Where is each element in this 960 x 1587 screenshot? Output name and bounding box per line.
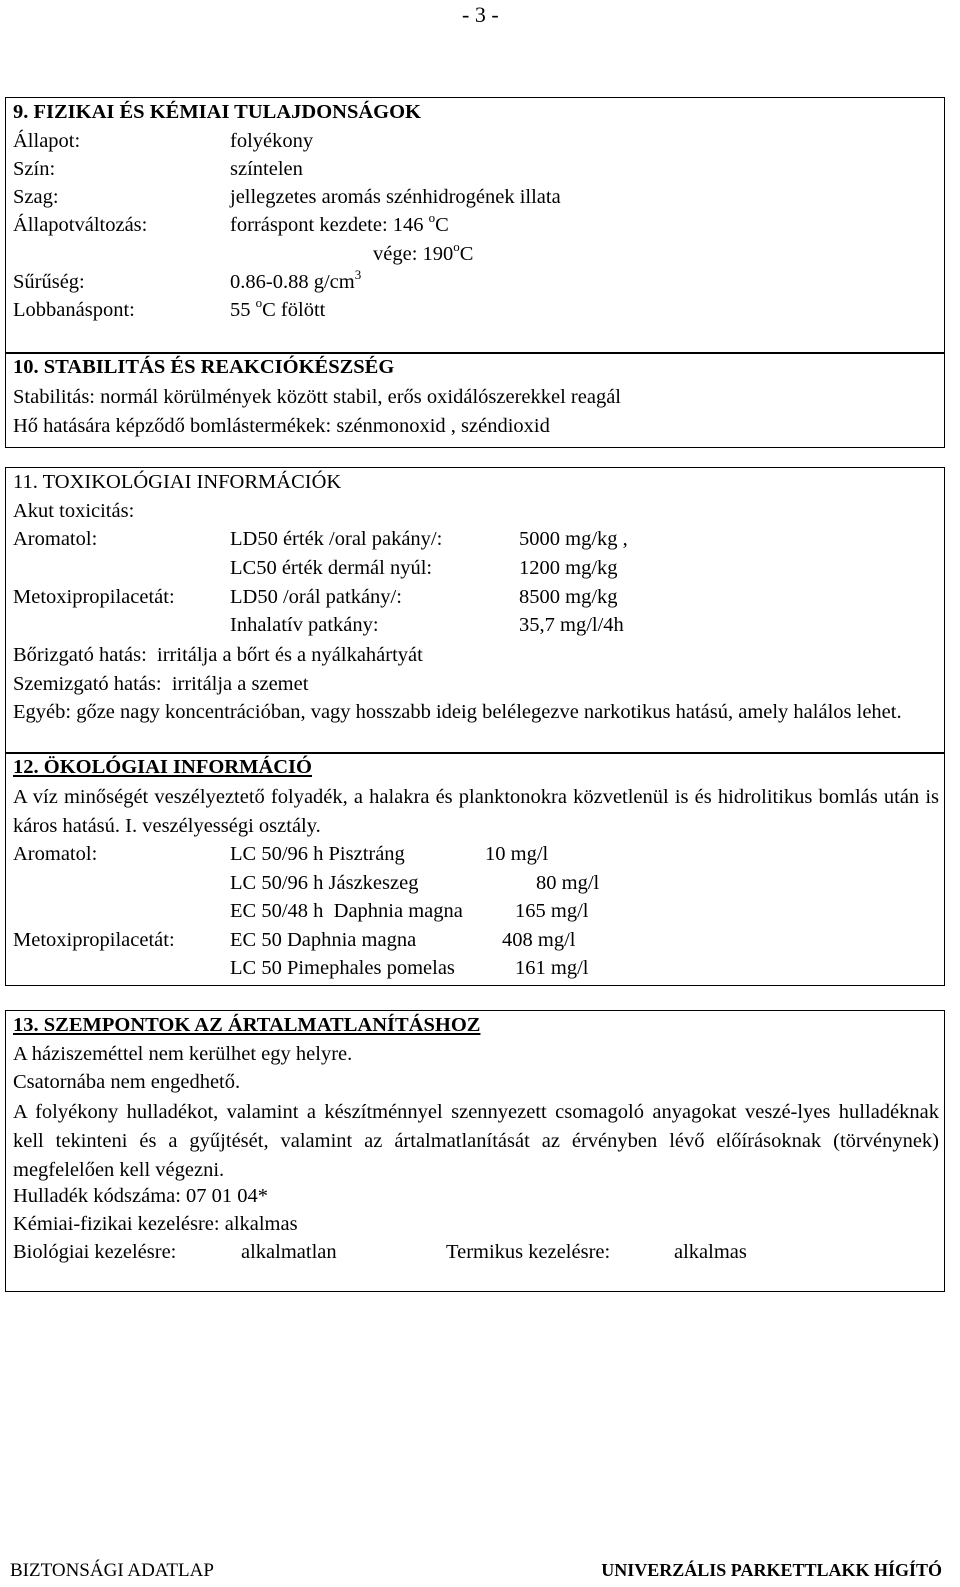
property-label: Állapot: — [13, 130, 81, 152]
skin-irritation: Bőrizgató hatás: irritálja a bőrt és a nyálkahártyát — [13, 644, 423, 666]
section-disposal — [5, 1010, 945, 1292]
bio-treatment-label: Biológiai kezelésre: — [13, 1241, 177, 1263]
section-toxicology — [5, 467, 945, 754]
footer-product-name: UNIVERZÁLIS PARKETTLAKK HÍGÍTÓ — [601, 1560, 942, 1580]
other-effects: Egyéb: gőze nagy koncentrációban, vagy hosszabb ideig belélegezve narkotikus hatású, amely halálos lehet. — [13, 701, 902, 723]
acute-toxicity-label: Akut toxicitás: — [13, 500, 135, 522]
property-label: Állapotváltozás: — [13, 214, 148, 236]
property-value: 0.86-0.88 $g/cm^3$ — [230, 267, 362, 293]
test-name: LC 50/96 h Jászkeszeg — [230, 872, 419, 894]
thermal-treatment-label: Termikus kezelésre: — [446, 1241, 611, 1263]
section-title: 10. STABILITÁS ÉS REAKCIÓKÉSZSÉG — [13, 356, 395, 378]
section-title: 13. SZEMPONTOK AZ ÁRTALMATLANÍTÁSHOZ — [13, 1014, 481, 1036]
test-name: EC 50 Daphnia magna — [230, 929, 417, 951]
substance-name: Aromatol: — [13, 843, 98, 865]
property-value: forráspont kezdete: 146 $^o$C — [230, 210, 449, 236]
test-value: 1200 mg/kg — [519, 557, 618, 579]
test-value: 161 mg/l — [515, 957, 589, 979]
test-value: 165 mg/l — [515, 900, 589, 922]
test-value: 80 mg/l — [536, 872, 600, 894]
test-value: 8500 mg/kg — [519, 586, 618, 608]
test-value: 35,7 mg/l/4h — [519, 614, 624, 636]
test-value: 10 mg/l — [485, 843, 549, 865]
page-number: - 3 - — [462, 2, 499, 27]
section-title: 9. FIZIKAI ÉS KÉMIAI TULAJDONSÁGOK — [13, 101, 421, 123]
waste-code: Hulladék kódszáma: 07 01 04* — [13, 1185, 269, 1207]
test-value: 5000 mg/kg , — [519, 528, 628, 550]
test-name: LD50 /orál patkány/: — [230, 586, 402, 608]
test-value: 408 mg/l — [502, 929, 576, 951]
section-physical-chemical — [5, 97, 945, 354]
substance-name: Metoxipropilacetát: — [13, 586, 175, 608]
substance-name: Metoxipropilacetát: — [13, 929, 175, 951]
test-name: LD50 érték /oral pakány/: — [230, 528, 443, 550]
disposal-line: A háziszeméttel nem kerülhet egy helyre. — [13, 1043, 353, 1065]
decomposition-text: Hő hatására képződő bomlástermékek: szénmonoxid , széndioxid — [13, 415, 550, 437]
property-value: folyékony — [230, 130, 314, 152]
boiling-end: vége: 190$^o$C — [373, 239, 474, 265]
thermal-treatment-value: alkalmas — [674, 1241, 747, 1263]
ecology-paragraph: A víz minőségét veszélyeztető folyadék, a halakra és planktonokra közvetlenül is és hidrolitikus bomlás után is káros hatású. I. veszélyességi osztály. — [13, 786, 939, 837]
property-label: Sűrűség: — [13, 271, 85, 293]
eye-irritation: Szemizgató hatás: irritálja a szemet — [13, 673, 309, 695]
property-label: Lobbanáspont: — [13, 299, 135, 321]
substance-name: Aromatol: — [13, 528, 98, 550]
property-label: Szag: — [13, 186, 59, 208]
section-title: 11. TOXIKOLÓGIAI INFORMÁCIÓK — [13, 471, 342, 493]
footer-document-type: BIZTONSÁGI ADATLAP — [10, 1560, 214, 1581]
property-value: jellegzetes aromás szénhidrogének illata — [230, 186, 561, 208]
property-value: 55 $^o$C fölött — [230, 295, 326, 321]
test-name: LC50 érték dermál nyúl: — [230, 557, 433, 579]
disposal-paragraph: A folyékony hulladékot, valamint a készítménnyel szennyezett csomagoló anyagokat veszé-lyes hulladéknak kell tekinteni és a gyűjtését, valamint az ártalmatlanítását az érvényben lévő előírásoknak (törvénynek) megfelelően kell végezni. — [13, 1101, 939, 1181]
property-label: Szín: — [13, 158, 56, 180]
test-name: EC 50/48 h Daphnia magna — [230, 900, 463, 922]
stability-text: Stabilitás: normál körülmények között stabil, erős oxidálószerekkel reagál — [13, 386, 621, 408]
test-name: LC 50/96 h Pisztráng — [230, 843, 405, 865]
bio-treatment-value: alkalmatlan — [241, 1241, 337, 1263]
test-name: LC 50 Pimephales pomelas — [230, 957, 455, 979]
test-name: Inhalatív patkány: — [230, 614, 379, 636]
section-ecology — [5, 752, 945, 986]
chem-phys-treatment: Kémiai-fizikai kezelésre: alkalmas — [13, 1213, 298, 1235]
property-value: színtelen — [230, 158, 303, 180]
disposal-line: Csatornába nem engedhető. — [13, 1071, 241, 1093]
section-stability — [5, 352, 945, 448]
section-title: 12. ÖKOLÓGIAI INFORMÁCIÓ — [13, 756, 312, 778]
